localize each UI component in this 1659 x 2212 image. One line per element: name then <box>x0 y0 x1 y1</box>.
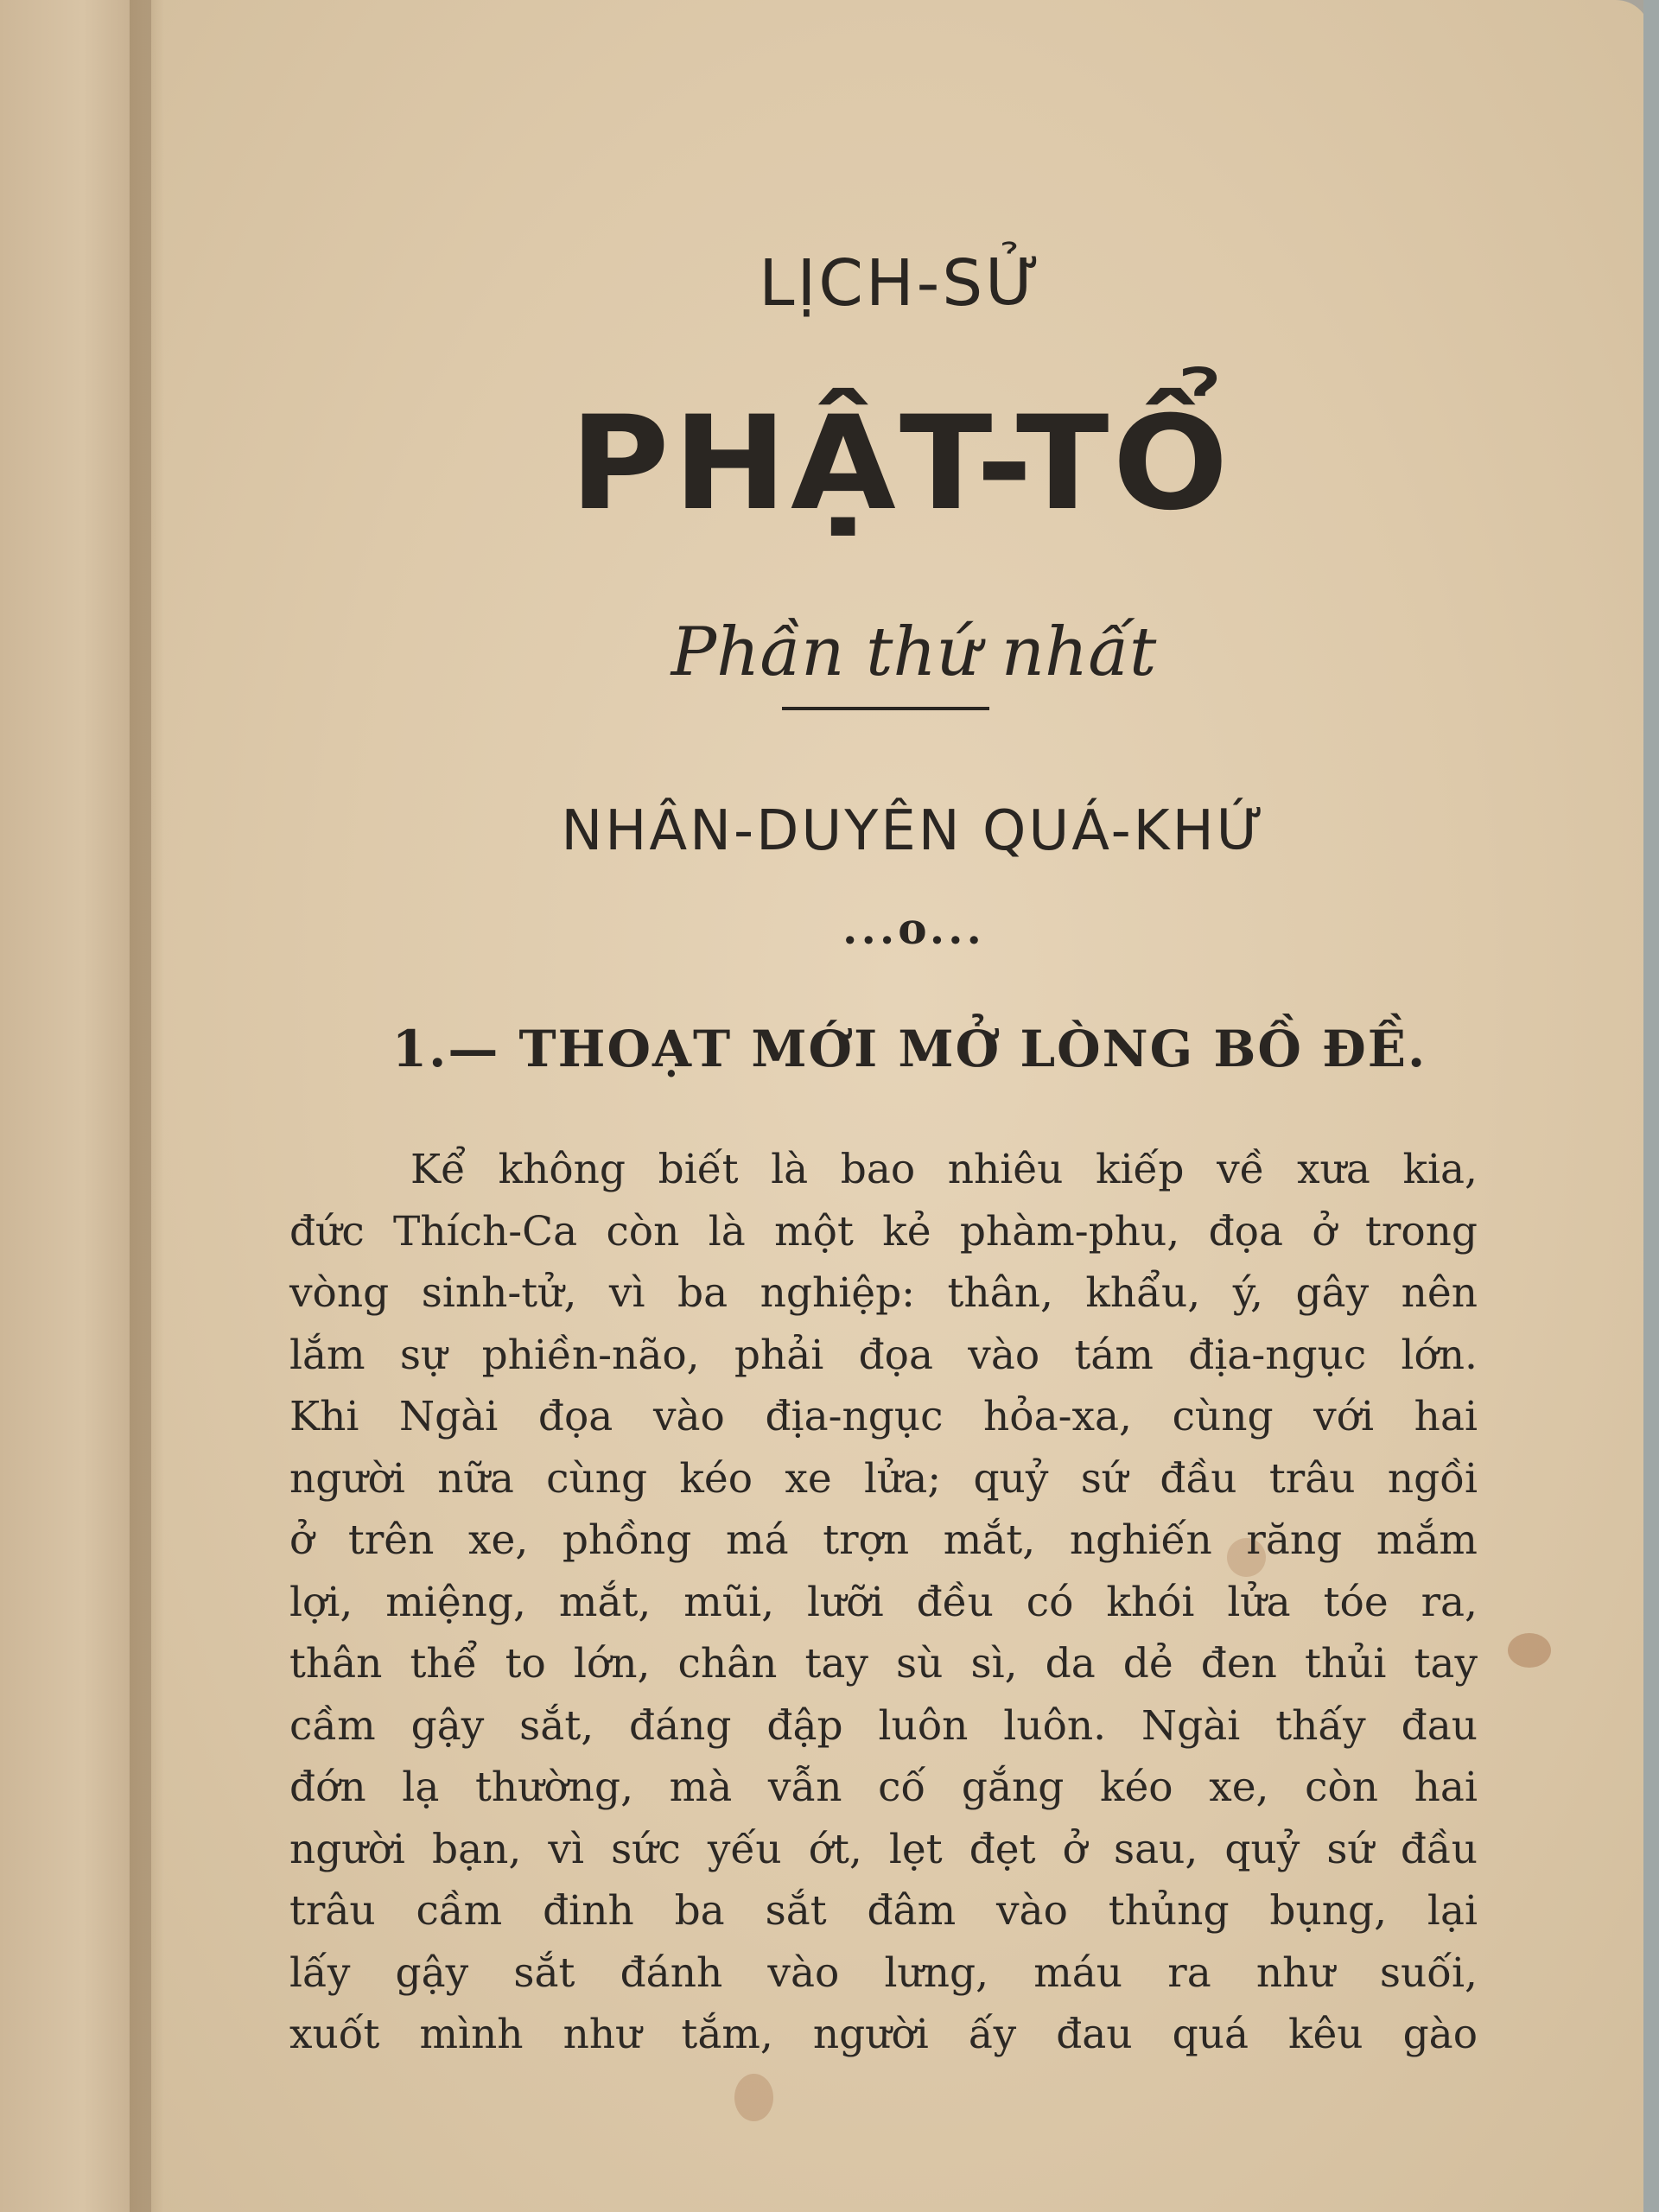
text-line: đớn lạ thường, mà vẫn cố gắng kéo xe, còn hai <box>289 1764 1478 1811</box>
text-line: lấy gậy sắt đánh vào lưng, máu ra như suối, <box>289 1948 1478 1997</box>
book-title-big: PHẬT-TỔ <box>569 389 1232 539</box>
body-paragraph <box>289 1139 1478 2066</box>
book-gutter <box>130 0 164 2212</box>
section-heading: NHÂN-DUYÊN QUÁ-KHỨ <box>561 799 1267 863</box>
text-line: Khi Ngài đọa vào địa-ngục hỏa-xa, cùng với hai <box>289 1393 1478 1440</box>
text-line: cầm gậy sắt, đáng đập luôn luôn. Ngài thấy đau <box>289 1701 1478 1750</box>
text-line: đức Thích-Ca còn là một kẻ phàm-phu, đọa ở trong <box>289 1207 1478 1255</box>
paper-stain <box>1508 1633 1551 1668</box>
text-line: thân thể to lớn, chân tay sù sì, da dẻ đen thủi tay <box>289 1640 1478 1688</box>
chapter-heading: 1.— THOẠT MỚI MỞ LÒNG BỒ ĐỀ. <box>391 1020 1427 1078</box>
text-line: người nữa cùng kéo xe lửa; quỷ sứ đầu trâu ngồi <box>289 1454 1478 1503</box>
text-line: vòng sinh-tử, vì ba nghiệp: thân, khẩu, ý, gây nên <box>289 1269 1478 1317</box>
previous-page-edge <box>0 0 151 2212</box>
text-line: xuốt mình như tắm, người ấy đau quá kêu gào <box>289 2011 1478 2058</box>
background-edge <box>1643 0 1659 2212</box>
book-title-small: LỊCH-SỬ <box>759 246 1043 321</box>
text-line: lắm sự phiền-não, phải đọa vào tám địa-ngục lớn. <box>289 1331 1478 1379</box>
text-line: Kể không biết là bao nhiêu kiếp về xưa kia, <box>410 1146 1478 1193</box>
text-line: lợi, miệng, mắt, mũi, lưỡi đều có khói lửa tóe ra, <box>289 1578 1478 1626</box>
heading-rule <box>782 707 989 710</box>
ornament-divider: ...o... <box>842 903 985 954</box>
text-line: người bạn, vì sức yếu ớt, lẹt đẹt ở sau, quỷ sứ đầu <box>289 1825 1478 1873</box>
paper-stain <box>734 2074 773 2121</box>
text-line: trâu cầm đinh ba sắt đâm vào thủng bụng, lại <box>289 1887 1478 1935</box>
part-heading: Phần thứ nhất <box>671 613 1157 691</box>
text-line: ở trên xe, phồng má trợn mắt, nghiến răng mắm <box>289 1516 1478 1564</box>
